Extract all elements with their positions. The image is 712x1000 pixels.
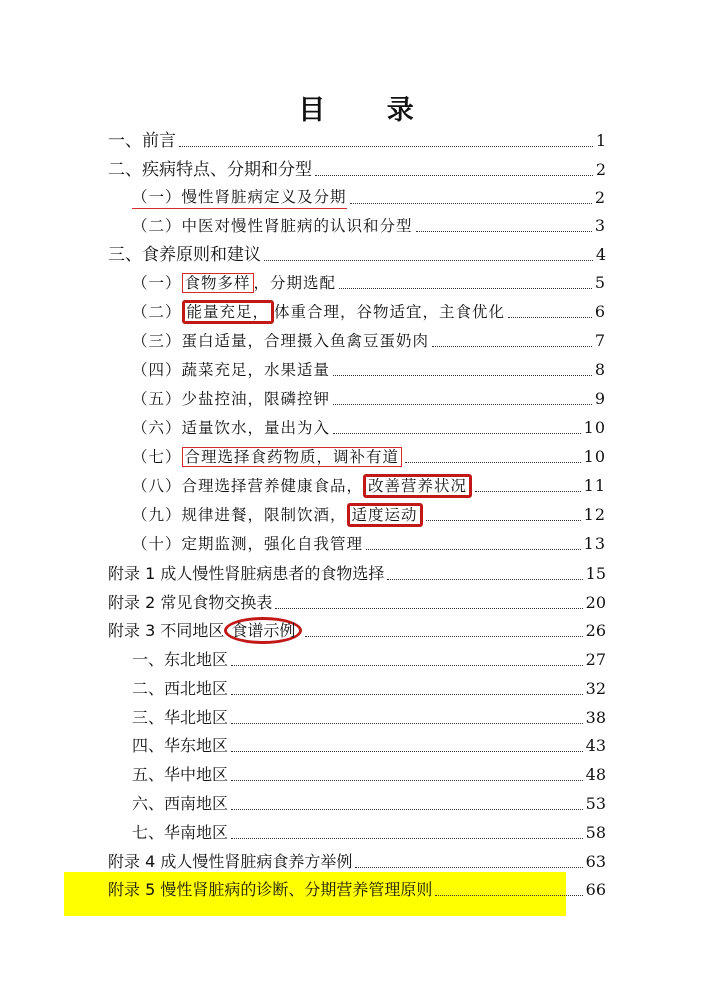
toc-prefix: （七） xyxy=(132,448,182,466)
toc-entry-text: （五）少盐控油，限磷控钾 xyxy=(132,390,331,408)
dot-leader xyxy=(231,837,583,839)
toc-page-number: 20 xyxy=(585,593,606,612)
toc-entry-text xyxy=(108,620,302,642)
toc-entry-appendix-5[interactable] xyxy=(108,875,606,901)
toc-entry-appendix-3[interactable] xyxy=(108,616,606,642)
toc-entry-text: 附录 1 成人慢性肾脏病患者的食物选择 xyxy=(108,564,385,583)
toc-entry-region-south[interactable] xyxy=(132,818,606,844)
toc-entry-text: （十）定期监测，强化自我管理 xyxy=(132,535,364,553)
toc-page-number: 2 xyxy=(594,188,606,207)
toc-page-number: 4 xyxy=(595,245,606,264)
toc-entry-region-north[interactable] xyxy=(132,703,606,729)
toc-page-number: 63 xyxy=(585,852,606,871)
toc-page-number: 12 xyxy=(583,505,606,524)
toc-page-number: 11 xyxy=(583,476,606,495)
toc-entry-d1[interactable] xyxy=(132,183,606,209)
toc-entry-region-east[interactable] xyxy=(132,731,606,757)
dot-leader xyxy=(179,145,593,147)
toc-entry-p2[interactable] xyxy=(132,297,606,323)
toc-page-number: 58 xyxy=(585,823,606,842)
toc-page-number: 9 xyxy=(594,389,606,408)
toc-entry-appendix-4[interactable] xyxy=(108,847,606,873)
toc-page-number: 13 xyxy=(583,534,606,553)
toc-entry-text: 一、东北地区 xyxy=(132,650,229,669)
toc-page-number: 5 xyxy=(594,273,606,292)
page-title: 目 录 xyxy=(298,95,440,126)
dot-leader xyxy=(231,722,583,724)
red-box-annotation: 食物多样 xyxy=(182,273,254,293)
toc-entry-text: 四、华东地区 xyxy=(132,736,229,755)
toc-entry-p7[interactable] xyxy=(132,442,606,468)
toc-page-number: 53 xyxy=(585,794,606,813)
toc-page-number: 38 xyxy=(585,708,606,727)
toc-entry-p4[interactable] xyxy=(132,355,606,381)
toc-entry-p8[interactable] xyxy=(132,471,606,497)
toc-prefix: （九）规律进餐，限制饮酒， xyxy=(132,506,347,524)
dot-leader xyxy=(231,664,583,666)
dot-leader xyxy=(333,403,592,405)
toc-page-number: 10 xyxy=(583,447,606,466)
toc-entry-p9[interactable] xyxy=(132,500,606,526)
toc-prefix: （八）合理选择营养健康食品， xyxy=(132,477,364,495)
toc-entry-appendix-2[interactable] xyxy=(108,588,606,614)
toc-entry-preface[interactable] xyxy=(108,126,606,152)
toc-entry-text: 一、前言 xyxy=(108,131,176,151)
dot-leader xyxy=(416,230,592,232)
toc-suffix: ，分期选配 xyxy=(253,274,337,292)
toc-page-number: 32 xyxy=(585,679,606,698)
toc-entry-text xyxy=(132,272,336,294)
dot-leader xyxy=(275,607,582,609)
toc-page-number: 15 xyxy=(585,564,606,583)
toc-entry-text xyxy=(132,301,505,323)
red-box-annotation: 合理选择食药物质，调补有道 xyxy=(182,447,403,467)
dot-leader xyxy=(350,202,592,204)
dot-leader xyxy=(305,635,582,637)
toc-entry-p10[interactable] xyxy=(132,529,606,555)
toc-entry-text: （一）慢性肾脏病定义及分期 xyxy=(132,186,347,209)
toc-entry-text: （六）适量饮水，量出为入 xyxy=(132,419,331,437)
red-box-annotation: 改善营养状况 xyxy=(363,474,472,498)
dot-leader xyxy=(231,779,583,781)
toc-entry-text: 二、西北地区 xyxy=(132,679,229,698)
toc-entry-text: 附录 4 成人慢性肾脏病食养方举例 xyxy=(108,852,353,871)
toc-entry-p5[interactable] xyxy=(132,384,606,410)
toc-entry-text: 附录 2 常见食物交换表 xyxy=(108,593,273,612)
dot-leader xyxy=(231,808,583,810)
red-ellipse-annotation: 食谱示例 xyxy=(224,617,302,644)
toc-suffix: 体重合理，谷物适宜，主食优化 xyxy=(274,303,506,321)
toc-prefix: （一） xyxy=(132,274,182,292)
dot-leader xyxy=(426,519,581,521)
dot-leader xyxy=(231,693,583,695)
toc-page-number: 10 xyxy=(583,418,606,437)
toc-entry-appendix-1[interactable] xyxy=(108,559,606,585)
toc-entry-region-central[interactable] xyxy=(132,760,606,786)
toc-entry-text: 附录 5 慢性肾脏病的诊断、分期营养管理原则 xyxy=(108,880,433,899)
dot-leader xyxy=(355,866,582,868)
toc-prefix: （二） xyxy=(132,303,182,321)
toc-entry-disease[interactable] xyxy=(108,155,606,181)
dot-leader xyxy=(387,578,582,580)
dot-leader xyxy=(333,432,581,434)
toc-entry-text: 六、西南地区 xyxy=(132,794,229,813)
dot-leader xyxy=(435,894,582,896)
dot-leader xyxy=(339,287,592,289)
toc-entry-d2[interactable] xyxy=(132,211,606,237)
toc-page-number: 43 xyxy=(585,736,606,755)
toc-entry-p6[interactable] xyxy=(132,413,606,439)
toc-entry-text: 三、食养原则和建议 xyxy=(108,245,261,265)
toc-page-number: 7 xyxy=(594,331,606,350)
toc-page-number: 26 xyxy=(585,621,606,640)
red-box-annotation: 能量充足， xyxy=(182,300,275,324)
toc-entry-text: 七、华南地区 xyxy=(132,823,229,842)
dot-leader xyxy=(508,316,592,318)
toc-entry-text: （四）蔬菜充足，水果适量 xyxy=(132,361,331,379)
toc-entry-text: 五、华中地区 xyxy=(132,765,229,784)
toc-page-number: 27 xyxy=(585,650,606,669)
dot-leader xyxy=(432,345,592,347)
dot-leader xyxy=(315,174,593,176)
toc-entry-text: （三）蛋白适量，合理摄入鱼禽豆蛋奶肉 xyxy=(132,332,430,350)
toc-entry-text: 二、疾病特点、分期和分型 xyxy=(108,160,312,180)
dot-leader xyxy=(366,548,581,550)
toc-entry-text xyxy=(132,504,423,526)
toc-entry-text xyxy=(132,475,472,497)
toc-page-number: 8 xyxy=(594,360,606,379)
toc-page-number: 48 xyxy=(585,765,606,784)
toc-entry-principles[interactable] xyxy=(108,240,606,266)
toc-entry-text xyxy=(132,446,402,468)
toc-entry-region-northeast[interactable] xyxy=(132,645,606,671)
toc-page-number: 3 xyxy=(594,216,606,235)
toc-entry-p3[interactable] xyxy=(132,326,606,352)
red-box-annotation: 适度运动 xyxy=(347,503,423,527)
dot-leader xyxy=(333,374,592,376)
toc-page-number: 66 xyxy=(585,880,606,899)
toc-page-number: 2 xyxy=(595,160,606,179)
toc-page-number: 1 xyxy=(595,131,606,150)
toc-entry-region-southwest[interactable] xyxy=(132,789,606,815)
toc-entry-text: （二）中医对慢性肾脏病的认识和分型 xyxy=(132,217,413,235)
toc-entry-region-northwest[interactable] xyxy=(132,674,606,700)
dot-leader xyxy=(405,461,581,463)
toc-page-number: 6 xyxy=(594,302,606,321)
toc-entry-text: 三、华北地区 xyxy=(132,708,229,727)
toc-entry-p1[interactable] xyxy=(132,268,606,294)
dot-leader xyxy=(231,750,583,752)
toc-prefix: 附录 3 不同地区 xyxy=(108,621,225,640)
dot-leader xyxy=(475,490,581,492)
dot-leader xyxy=(264,259,593,261)
